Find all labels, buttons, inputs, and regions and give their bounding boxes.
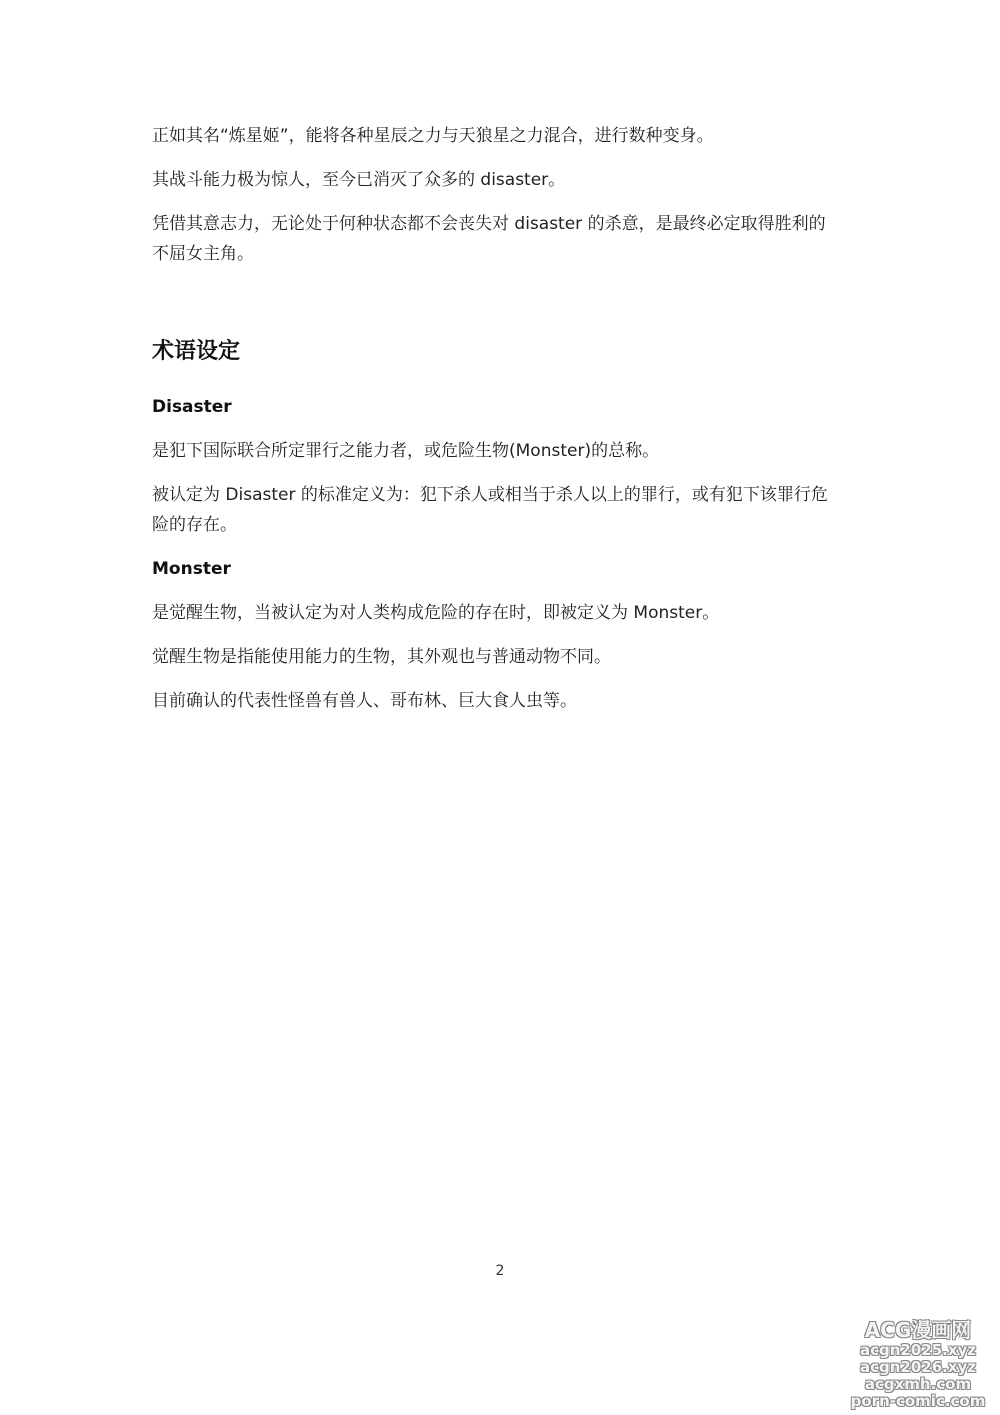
watermark-url: porn-comic.com <box>850 1392 986 1410</box>
disaster-paragraph-2: 被认定为 Disaster 的标准定义为：犯下杀人或相当于杀人以上的罪行，或有犯下该罪行危险的存在。 <box>152 485 828 535</box>
monster-paragraph-2: 觉醒生物是指能使用能力的生物，其外观也与普通动物不同。 <box>152 647 611 667</box>
intro-paragraph-1: 正如其名“炼星姬”，能将各种星辰之力与天狼星之力混合，进行数种变身。 <box>152 126 714 146</box>
monster-paragraph-1: 是觉醒生物，当被认定为对人类构成危险的存在时，即被定义为 Monster。 <box>152 603 720 623</box>
term-title-monster: Monster <box>152 559 231 579</box>
watermark <box>848 1318 988 1410</box>
disaster-paragraph-1: 是犯下国际联合所定罪行之能力者，或危险生物(Monster)的总称。 <box>152 441 660 461</box>
watermark-url: acgn2026.xyz <box>859 1358 977 1376</box>
watermark-title: ACG漫画网 <box>864 1318 972 1342</box>
intro-paragraph-3: 凭借其意志力，无论处于何种状态都不会丧失对 disaster 的杀意，是最终必定取得胜利的不屈女主角。 <box>152 214 826 264</box>
watermark-url: acgxmh.com <box>864 1375 972 1393</box>
section-heading-terms: 术语设定 <box>152 339 241 364</box>
page-number: 2 <box>495 1263 505 1279</box>
watermark-url: acgn2025.xyz <box>859 1341 977 1359</box>
monster-paragraph-3: 目前确认的代表性怪兽有兽人、哥布林、巨大食人虫等。 <box>152 691 577 711</box>
term-title-disaster: Disaster <box>152 397 232 417</box>
intro-paragraph-2: 其战斗能力极为惊人，至今已消灭了众多的 disaster。 <box>152 170 566 190</box>
